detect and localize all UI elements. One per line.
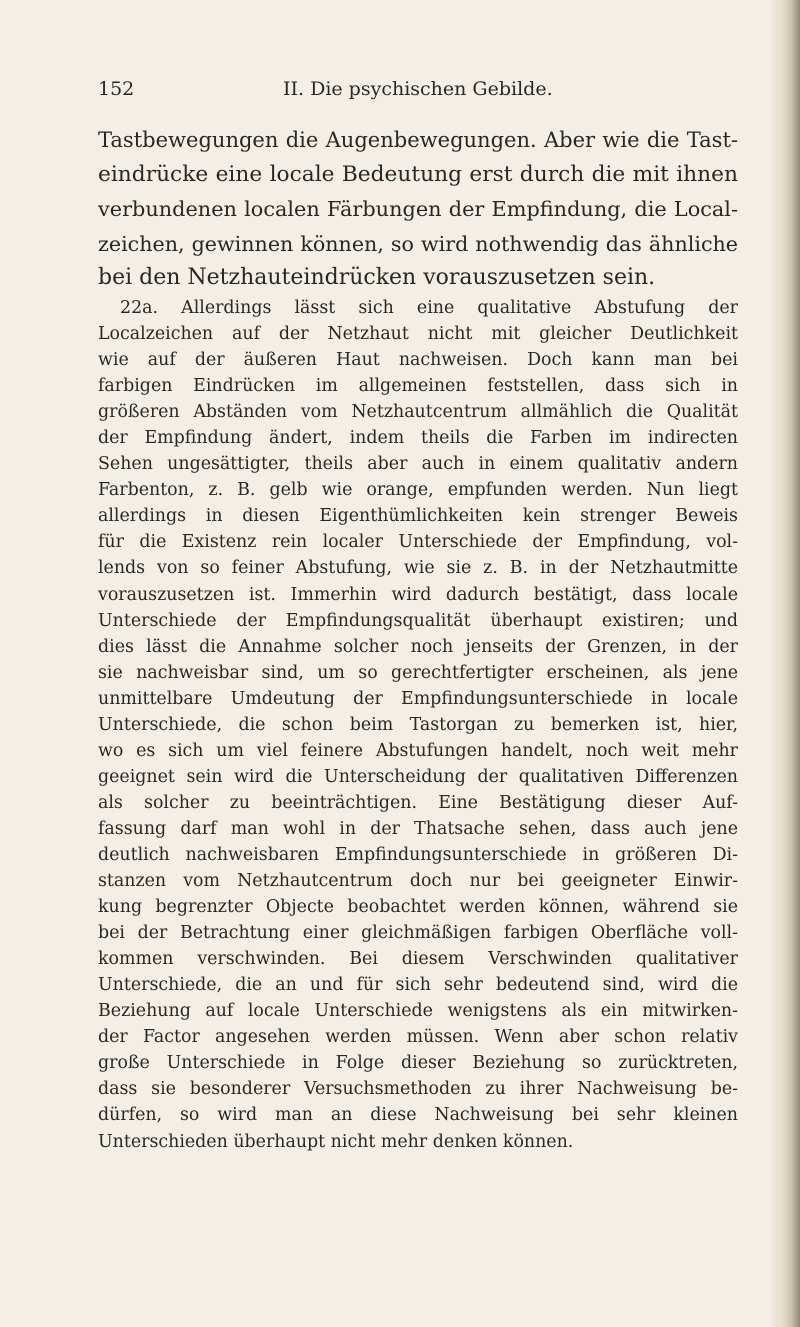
text-line: kung begrenzter Objecte beobachtet werden können, während sie bbox=[98, 897, 738, 918]
text-line: unmittelbare Umdeutung der Empfindungsunterschiede in locale bbox=[98, 688, 738, 709]
text-line: Farbenton, z. B. gelb wie orange, empfunden werden. Nun liegt bbox=[98, 480, 738, 501]
text-line: dass sie besonderer Versuchsmethoden zu ihrer Nachweisung be- bbox=[98, 1079, 738, 1100]
page-number: 152 bbox=[98, 78, 135, 100]
text-line: große Unterschiede in Folge dieser Beziehung so zurücktreten, bbox=[98, 1053, 738, 1074]
text-line: Unterschiede, die schon beim Tastorgan zu bemerken ist, hier, bbox=[98, 714, 738, 735]
running-title: II. Die psychischen Gebilde. bbox=[283, 78, 553, 100]
text-line: verbundenen localen Färbungen der Empfindung, die Local- bbox=[98, 197, 738, 222]
text-line: dies lässt die Annahme solcher noch jenseits der Grenzen, in der bbox=[98, 636, 738, 657]
text-line: deutlich nachweisbaren Empfindungsunterschiede in größeren Di- bbox=[98, 844, 738, 865]
text-line: als solcher zu beeinträchtigen. Eine Bestätigung dieser Auf- bbox=[98, 792, 738, 813]
text-line: farbigen Eindrücken im allgemeinen feststellen, dass sich in bbox=[98, 376, 738, 397]
text-line: zeichen, gewinnen können, so wird nothwendig das ähnliche bbox=[98, 231, 738, 256]
page-edge-shadow bbox=[772, 0, 800, 1327]
text-line: eindrücke eine locale Bedeutung erst durch die mit ihnen bbox=[98, 161, 738, 187]
text-line: dürfen, so wird man an diese Nachweisung bei sehr kleinen bbox=[98, 1105, 738, 1126]
text-line: vorauszusetzen ist. Immerhin wird dadurch bestätigt, dass locale bbox=[98, 584, 738, 605]
text-line: Localzeichen auf der Netzhaut nicht mit gleicher Deutlichkeit bbox=[98, 324, 738, 345]
text-line: Unterschiede, die an und für sich sehr bedeutend sind, wird die bbox=[98, 975, 738, 996]
text-line: der Empfindung ändert, indem theils die Farben im indirecten bbox=[98, 428, 738, 449]
text-line: wo es sich um viel feinere Abstufungen handelt, noch weit mehr bbox=[98, 740, 738, 761]
text-line: der Factor angesehen werden müssen. Wenn aber schon relativ bbox=[98, 1027, 738, 1048]
text-line: fassung darf man wohl in der Thatsache sehen, dass auch jene bbox=[98, 818, 738, 839]
text-line: stanzen vom Netzhautcentrum doch nur bei geeigneter Einwir- bbox=[98, 871, 738, 892]
text-line: geeignet sein wird die Unterscheidung der qualitativen Differenzen bbox=[98, 766, 738, 787]
text-line: kommen verschwinden. Bei diesem Verschwinden qualitativer bbox=[98, 949, 738, 970]
text-line: Beziehung auf locale Unterschiede wenigstens als ein mitwirken- bbox=[98, 1001, 738, 1022]
paragraph-22a bbox=[98, 295, 738, 1155]
text-line: bei der Betrachtung einer gleichmäßigen farbigen Oberfläche voll- bbox=[98, 923, 738, 944]
text-line: Unterschieden überhaupt nicht mehr denken können. bbox=[98, 1131, 574, 1152]
text-line: wie auf der äußeren Haut nachweisen. Doch kann man bei bbox=[98, 350, 738, 371]
page-header bbox=[98, 78, 738, 108]
text-line: Sehen ungesättigter, theils aber auch in einem qualitativ andern bbox=[98, 454, 738, 475]
text-line: sie nachweisbar sind, um so gerechtfertigter erscheinen, als jene bbox=[98, 662, 738, 683]
text-line: allerdings in diesen Eigenthümlichkeiten kein strenger Beweis bbox=[98, 506, 738, 527]
text-line: Unterschiede der Empfindungsqualität überhaupt existiren; und bbox=[98, 610, 738, 631]
text-line: größeren Abständen vom Netzhautcentrum allmählich die Qualität bbox=[98, 402, 738, 423]
text-line: lends von so feiner Abstufung, wie sie z. B. in der Netzhautmitte bbox=[98, 558, 738, 579]
lead-paragraph bbox=[98, 123, 738, 296]
text-line: 22a. Allerdings lässt sich eine qualitative Abstufung der bbox=[120, 298, 738, 318]
text-line: bei den Netzhauteindrücken vorauszusetzen sein. bbox=[98, 265, 656, 291]
text-line: für die Existenz rein localer Unterschiede der Empfindung, vol- bbox=[98, 532, 738, 553]
text-line: Tastbewegungen die Augenbewegungen. Aber wie die Tast- bbox=[98, 127, 738, 152]
